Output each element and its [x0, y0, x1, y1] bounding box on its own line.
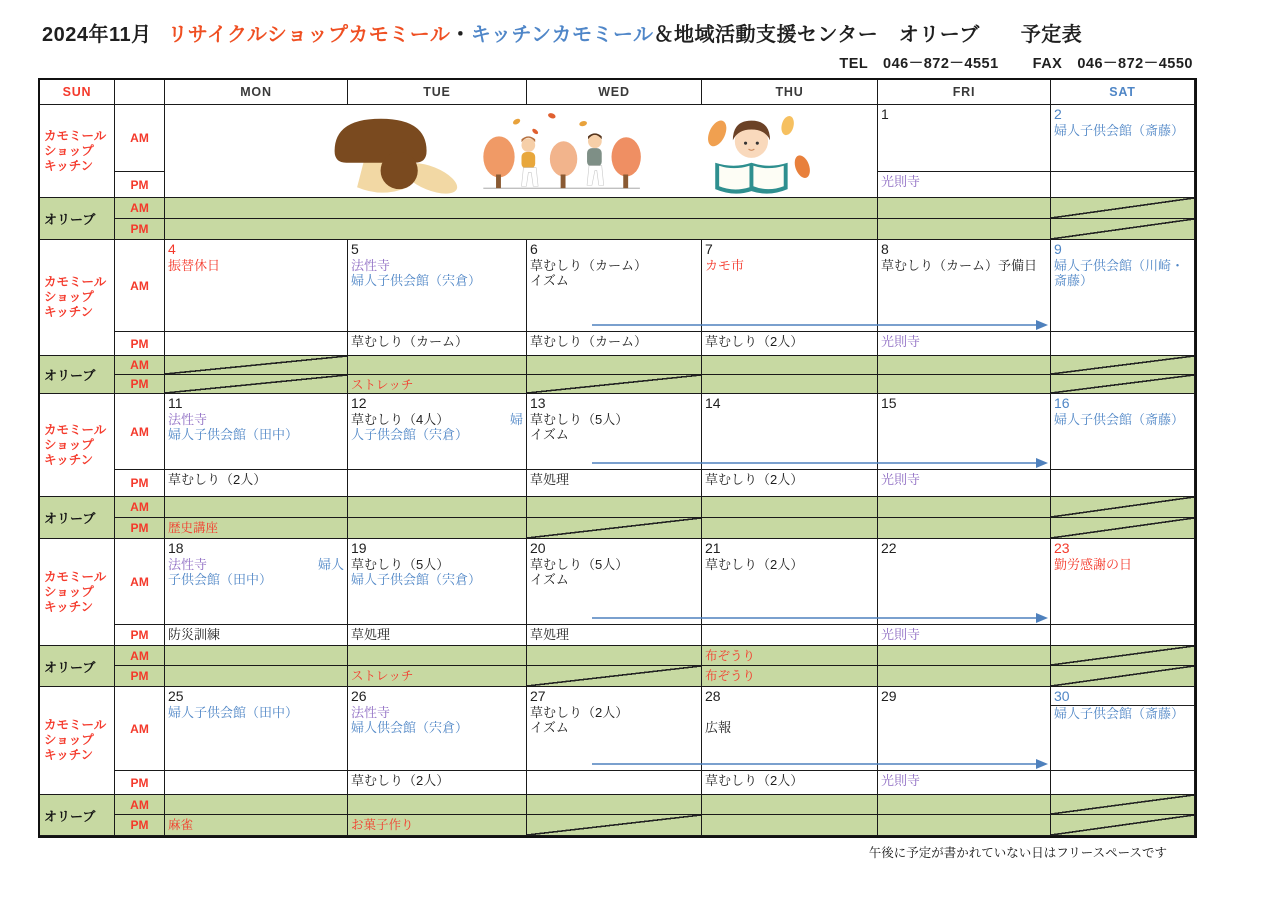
event-text: 婦人子供会館（宍倉）: [351, 572, 482, 587]
ampm-label-pm: PM: [115, 666, 165, 687]
weekday-header-sat: SAT: [1051, 80, 1195, 105]
day-cell-sat-pm: [1051, 172, 1195, 198]
event-text: 草むしり（カーム）予備日: [881, 258, 1038, 273]
row-group-chamomile: カモミール ショップ キッチン: [40, 394, 115, 497]
olive-cell-fri-am: [878, 198, 1051, 219]
day-cell-tue-pm: [348, 625, 527, 646]
olive-cell-wed-am: [527, 356, 702, 375]
row-group-olive: オリーブ: [40, 198, 115, 240]
day-number-23: 23: [1054, 540, 1070, 556]
row-group-olive: オリーブ: [40, 497, 115, 539]
olive-cell-fri-am: [878, 646, 1051, 666]
ampm-label-pm: PM: [115, 625, 165, 646]
event-text: 婦人子供会館（田中）: [168, 427, 299, 442]
event-text: 草むしり（5人）: [530, 412, 629, 427]
day-number-25: 25: [168, 688, 184, 704]
olive-cell-sat-am: [1051, 198, 1195, 219]
olive-cell-fri-pm: [878, 219, 1051, 240]
day-cell-tue-pm: [348, 771, 527, 795]
olive-cell-mon-am: [165, 795, 348, 815]
olive-cell-sat-pm: [1051, 518, 1195, 539]
title-month: 2024年11月: [42, 24, 152, 46]
row-group-olive: オリーブ: [40, 356, 115, 394]
day-cell-wed-pm: [527, 771, 702, 795]
day-cell-tue-am: [348, 240, 527, 332]
title-kitchen: キッチンカモミール: [470, 24, 654, 46]
olive-cell-mon-am: [165, 497, 348, 518]
olive-event-text: ストレッチ: [351, 378, 414, 392]
event-text: 草むしり（2人）: [705, 557, 804, 572]
event-text: 婦人子供会館（斎藤）: [1054, 706, 1185, 721]
event-text: イズム: [530, 720, 569, 735]
olive-event-text: 布ぞうり: [705, 649, 756, 663]
week-row-4: [40, 539, 1195, 687]
olive-cell-tue-am: [348, 795, 527, 815]
weekday-header-fri: FRI: [878, 80, 1051, 105]
day-number-4: 4: [168, 241, 176, 257]
event-text: 婦人子供会館（田中）: [168, 705, 299, 720]
olive-cell-sat-pm: [1051, 666, 1195, 687]
day-number-16: 16: [1054, 395, 1070, 411]
day-cell-thu-pm: [702, 625, 878, 646]
day-cell-wed-am: [527, 539, 702, 625]
tel-number: TEL 046－872－4551: [839, 56, 999, 72]
day-cell-thu-am: [702, 687, 878, 771]
day-cell-sat-am: [1051, 105, 1195, 172]
day-cell-mon-pm: [165, 625, 348, 646]
day-cell-thu-am: [702, 240, 878, 332]
day-cell-sat-am: [1051, 240, 1195, 332]
event-text: 草むしり（2人）: [705, 472, 804, 487]
day-cell-wed-pm: [527, 332, 702, 356]
olive-cell-tue-pm: [348, 375, 527, 394]
day-number-21: 21: [705, 540, 721, 556]
ampm-label-am: AM: [115, 795, 165, 815]
ampm-label-am: AM: [115, 646, 165, 666]
seasonal-illustrations: [171, 106, 871, 197]
fax-number: FAX 046－872－4550: [1032, 56, 1193, 72]
event-text: 子供会館（田中）: [168, 572, 273, 587]
event-text: イズム: [530, 427, 569, 442]
event-text: 法性寺: [351, 258, 391, 273]
day-number-19: 19: [351, 540, 367, 556]
olive-cell-sat-am: [1051, 795, 1195, 815]
event-text: 草むしり（2人）: [705, 773, 804, 788]
olive-merged-am: [165, 198, 878, 219]
day-number-13: 13: [530, 395, 546, 411]
day-cell-mon-pm: [165, 470, 348, 497]
day-cell-wed-am: [527, 394, 702, 470]
olive-cell-fri-am: [878, 497, 1051, 518]
ampm-label-am: AM: [115, 198, 165, 219]
day-number-9: 9: [1054, 241, 1062, 257]
event-text: 草むしり（2人）: [351, 773, 450, 788]
olive-cell-thu-pm: [702, 666, 878, 687]
olive-cell-tue-am: [348, 356, 527, 375]
day-cell-wed-am: [527, 687, 702, 771]
contact-line: [38, 52, 1193, 73]
day-cell-fri-am: [878, 240, 1051, 332]
olive-cell-fri-pm: [878, 518, 1051, 539]
day-cell-sat-pm: [1051, 771, 1195, 795]
olive-cell-thu-am: [702, 356, 878, 375]
day-cell-thu-am: [702, 394, 878, 470]
event-text: イズム: [530, 572, 569, 587]
day-cell-sat-am: [1051, 394, 1195, 470]
ampm-label-am: AM: [115, 105, 165, 172]
olive-cell-wed-am: [527, 646, 702, 666]
olive-event-text: 布ぞうり: [705, 669, 756, 683]
olive-cell-sat-am: [1051, 356, 1195, 375]
day-cell-thu-pm: [702, 470, 878, 497]
olive-cell-fri-pm: [878, 666, 1051, 687]
event-text: 法性寺: [351, 705, 391, 720]
title-separator: ・: [450, 24, 471, 46]
olive-cell-wed-pm: [527, 666, 702, 687]
event-text: 草むしり（2人）: [705, 334, 804, 349]
event-text: 光則寺: [881, 627, 921, 642]
row-group-chamomile: カモミール ショップ キッチン: [40, 240, 115, 356]
day-number-26: 26: [351, 688, 367, 704]
day-cell-mon-pm: [165, 332, 348, 356]
day-cell-thu-am: [702, 539, 878, 625]
day-number-7: 7: [705, 241, 713, 257]
day-cell-thu-pm: [702, 332, 878, 356]
olive-cell-mon-pm: [165, 518, 348, 539]
olive-cell-wed-pm: [527, 518, 702, 539]
ampm-label-am: AM: [115, 497, 165, 518]
olive-cell-thu-pm: [702, 518, 878, 539]
olive-cell-sat-pm: [1051, 375, 1195, 394]
event-text: 婦人子供会館（川崎・斎藤）: [1054, 258, 1185, 288]
day-cell-fri-pm: [878, 172, 1051, 198]
day-cell-tue-pm: [348, 332, 527, 356]
ampm-label-pm: PM: [115, 815, 165, 836]
day-cell-tue-am: [348, 394, 527, 470]
ampm-label-pm: PM: [115, 771, 165, 795]
event-text: 婦人子供会館（斎藤）: [1054, 123, 1185, 138]
day-cell-thu-pm: [702, 771, 878, 795]
olive-event-text: お菓子作り: [351, 818, 414, 832]
event-text: 婦人子供会館（宍倉）: [351, 273, 482, 288]
row-group-olive: オリーブ: [40, 646, 115, 687]
day-cell-sat-pm: [1051, 332, 1195, 356]
event-text: 人子供会館（宍倉）: [351, 427, 469, 442]
olive-cell-tue-pm: [348, 815, 527, 836]
day-number-11: 11: [168, 395, 183, 411]
ampm-label-am: AM: [115, 394, 165, 470]
event-text: 振替休日: [168, 258, 221, 273]
day-cell-fri-pm: [878, 332, 1051, 356]
event-text: 法性寺: [168, 412, 208, 427]
week-row-5: [40, 687, 1195, 836]
day-number-20: 20: [530, 540, 546, 556]
ampm-label-pm: PM: [115, 375, 165, 394]
day-cell-fri-am: [878, 539, 1051, 625]
olive-cell-thu-pm: [702, 375, 878, 394]
ampm-label-pm: PM: [115, 332, 165, 356]
event-text: 草むしり（カーム）: [351, 334, 469, 349]
event-text: 光則寺: [881, 472, 921, 487]
ampm-label-pm: PM: [115, 172, 165, 198]
event-text: [705, 705, 874, 720]
day-number-12: 12: [351, 395, 367, 411]
olive-cell-mon-pm: [165, 375, 348, 394]
day-number-28: 28: [705, 688, 721, 704]
row-group-chamomile: カモミール ショップ キッチン: [40, 105, 115, 198]
event-text: 草むしり（2人）: [530, 705, 629, 720]
day-number-18: 18: [168, 540, 184, 556]
weekday-header-wed: WED: [527, 80, 702, 105]
event-text: 草処理: [351, 627, 391, 642]
olive-cell-thu-am: [702, 497, 878, 518]
day-cell-wed-pm: [527, 625, 702, 646]
olive-event-text: 麻雀: [168, 818, 194, 832]
event-text: 草処理: [530, 472, 570, 487]
event-text: 婦人供会館（宍倉）: [351, 720, 469, 735]
event-text: イズム: [530, 273, 569, 288]
day-cell-mon-am: [165, 539, 348, 625]
olive-event-text: 歴史講座: [168, 521, 219, 535]
day-number-1: 1: [881, 106, 889, 122]
event-text: 婦人子供会館（斎藤）: [1054, 412, 1185, 427]
olive-merged-pm: [165, 219, 878, 240]
olive-cell-fri-pm: [878, 375, 1051, 394]
day-cell-wed-am: [527, 240, 702, 332]
day-cell-sat-am: [1051, 539, 1195, 625]
day-cell-tue-pm: [348, 470, 527, 497]
olive-cell-wed-am: [527, 795, 702, 815]
olive-event-text: ストレッチ: [351, 669, 414, 683]
event-text: 草むしり（2人）: [168, 472, 267, 487]
weekday-header-row: [40, 80, 1195, 105]
event-text: 草むしり（4人） 婦: [351, 412, 523, 427]
event-text: 草むしり（5人）: [351, 557, 450, 572]
day-cell-sat-pm: [1051, 470, 1195, 497]
olive-cell-sat-pm: [1051, 815, 1195, 836]
day-cell-fri-pm: [878, 625, 1051, 646]
day-cell-sat-pm: [1051, 625, 1195, 646]
olive-cell-thu-am: [702, 646, 878, 666]
olive-cell-sat-am: [1051, 646, 1195, 666]
olive-cell-wed-am: [527, 497, 702, 518]
olive-cell-mon-pm: [165, 815, 348, 836]
event-text: カモ市: [705, 258, 745, 273]
olive-cell-fri-am: [878, 795, 1051, 815]
olive-cell-tue-am: [348, 497, 527, 518]
ampm-label-am: AM: [115, 687, 165, 771]
olive-cell-thu-am: [702, 795, 878, 815]
footer-note: 午後に予定が書かれていない日はフリースペースです: [868, 846, 1167, 860]
day-cell-mon-am: [165, 394, 348, 470]
day-number-5: 5: [351, 241, 359, 257]
day-number-2: 2: [1054, 106, 1062, 122]
title-recycle-shop: リサイクルショップカモミール: [167, 24, 451, 46]
day-cell-fri-pm: [878, 470, 1051, 497]
schedule-table: [38, 78, 1197, 838]
title-rest: ＆地域活動支援センター オリーブ 予定表: [653, 24, 1083, 46]
day-cell-tue-am: [348, 687, 527, 771]
event-text: 勤労感謝の日: [1054, 557, 1133, 572]
event-text: 草むしり（5人）: [530, 557, 629, 572]
row-group-olive: オリーブ: [40, 795, 115, 836]
weekday-header-mon: MON: [165, 80, 348, 105]
day-number-29: 29: [881, 688, 897, 704]
day-cell-fri-pm: [878, 771, 1051, 795]
olive-cell-fri-am: [878, 356, 1051, 375]
olive-cell-wed-pm: [527, 375, 702, 394]
page-title: [42, 18, 1082, 47]
ampm-label-pm: PM: [115, 518, 165, 539]
olive-cell-wed-pm: [527, 815, 702, 836]
illustration-cell: [165, 105, 878, 198]
event-text: 草むしり（カーム）: [530, 258, 648, 273]
day-cell-fri-am: [878, 394, 1051, 470]
event-text: 草むしり（カーム）: [530, 334, 648, 349]
row-group-chamomile: カモミール ショップ キッチン: [40, 539, 115, 646]
mushroom-illustration: [335, 118, 462, 196]
olive-cell-tue-am: [348, 646, 527, 666]
ampm-label-am: AM: [115, 539, 165, 625]
olive-cell-tue-pm: [348, 518, 527, 539]
olive-cell-sat-pm: [1051, 219, 1195, 240]
week-row-1: [40, 105, 1195, 240]
ampm-label-am: AM: [115, 356, 165, 375]
olive-cell-fri-pm: [878, 815, 1051, 836]
day-cell-fri-am: [878, 105, 1051, 172]
olive-cell-mon-am: [165, 646, 348, 666]
weekday-header-sun: SUN: [40, 80, 115, 105]
event-text: 法性寺 婦人: [168, 557, 344, 572]
day-number-6: 6: [530, 241, 538, 257]
event-text: 防災訓練: [168, 627, 221, 642]
day-number-8: 8: [881, 241, 889, 257]
day-cell-mon-am: [165, 240, 348, 332]
day-cell-sat-am: [1051, 687, 1195, 771]
event-text: 草処理: [530, 627, 570, 642]
day-number-27: 27: [530, 688, 546, 704]
day-number-22: 22: [881, 540, 897, 556]
weekday-header-tue: TUE: [348, 80, 527, 105]
weekday-header-blank: [115, 80, 165, 105]
row-group-chamomile: カモミール ショップ キッチン: [40, 687, 115, 795]
ampm-label-pm: PM: [115, 470, 165, 497]
day-cell-fri-am: [878, 687, 1051, 771]
calendar-body: [40, 105, 1195, 836]
event-text: 光則寺: [881, 334, 921, 349]
olive-cell-mon-am: [165, 356, 348, 375]
day-cell-mon-am: [165, 687, 348, 771]
day-cell-mon-pm: [165, 771, 348, 795]
day-cell-tue-am: [348, 539, 527, 625]
day-cell-wed-pm: [527, 470, 702, 497]
olive-cell-tue-pm: [348, 666, 527, 687]
weekday-header-thu: THU: [702, 80, 878, 105]
ampm-label-pm: PM: [115, 219, 165, 240]
day-number-15: 15: [881, 395, 897, 411]
day-number-30: 30: [1051, 688, 1194, 706]
day-number-14: 14: [705, 395, 721, 411]
week-row-3: [40, 394, 1195, 539]
event-text: 光則寺: [881, 773, 921, 788]
olive-cell-mon-pm: [165, 666, 348, 687]
olive-cell-thu-pm: [702, 815, 878, 836]
olive-cell-sat-am: [1051, 497, 1195, 518]
event-text: 広報: [705, 720, 732, 735]
ampm-label-am: AM: [115, 240, 165, 332]
reading-child-illustration: [704, 114, 812, 193]
week-row-2: [40, 240, 1195, 394]
autumn-walk-illustration: [483, 112, 641, 188]
event-text: 光則寺: [881, 174, 921, 189]
